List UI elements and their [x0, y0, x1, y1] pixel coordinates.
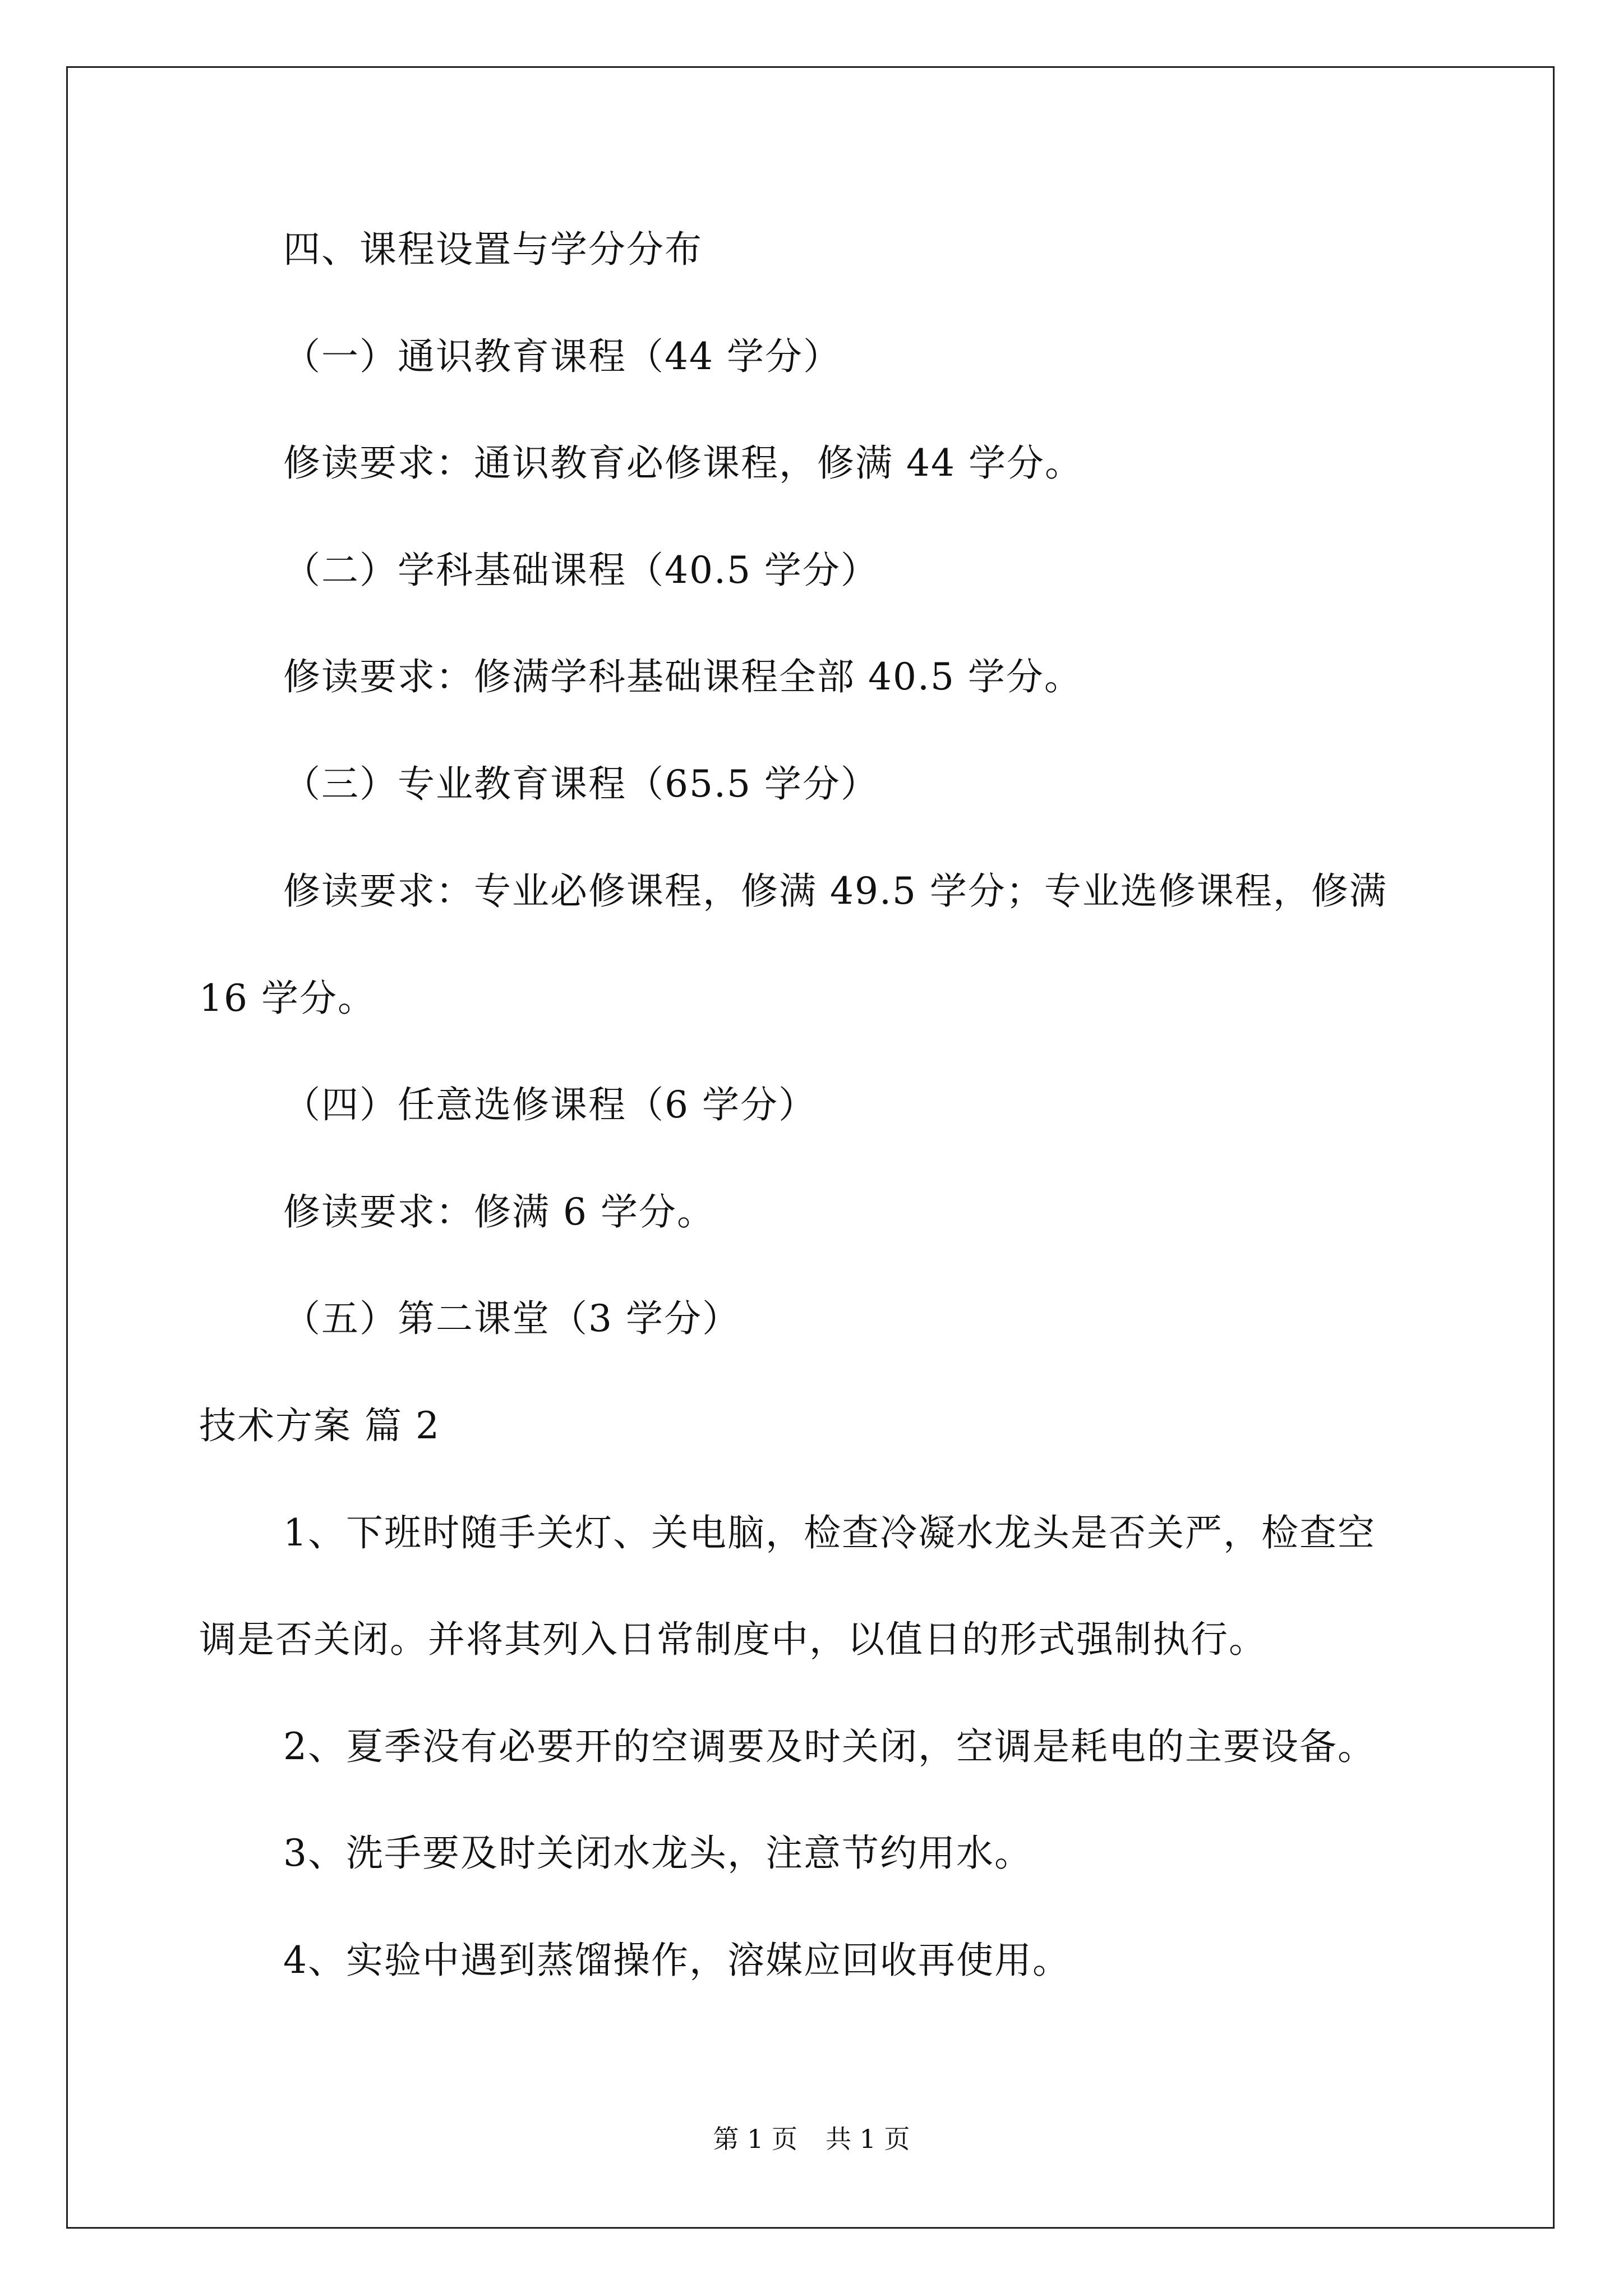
- article-title: 技术方案 篇 2: [199, 1404, 440, 1447]
- list-item-1-continued: 调是否关闭。并将其列入日常制度中，以值日的形式强制执行。: [199, 1618, 1267, 1661]
- subsection-heading-general-education: （一）通识教育课程（44 学分）: [283, 335, 841, 378]
- subsection-heading-elective: （四）任意选修课程（6 学分）: [283, 1083, 817, 1126]
- requirement-text-professional-education-continued: 16 学分。: [199, 977, 376, 1020]
- list-item-3: 3、洗手要及时关闭水龙头，注意节约用水。: [283, 1832, 1032, 1875]
- requirement-text-discipline-foundation: 修读要求：修满学科基础课程全部 40.5 学分。: [283, 655, 1082, 698]
- list-item-2: 2、夏季没有必要开的空调要及时关闭，空调是耗电的主要设备。: [283, 1725, 1376, 1768]
- requirement-text-professional-education: 修读要求：专业必修课程，修满 49.5 学分；专业选修课程，修满: [283, 869, 1387, 913]
- list-item-1: 1、下班时随手关灯、关电脑，检查冷凝水龙头是否关严，检查空: [283, 1511, 1376, 1554]
- section-heading: 四、课程设置与学分分布: [283, 228, 703, 271]
- page-number: 第 1 页: [713, 2124, 797, 2154]
- page-footer: [0, 2126, 1623, 2152]
- subsection-heading-discipline-foundation: （二）学科基础课程（40.5 学分）: [283, 549, 879, 592]
- page-total: 共 1 页: [826, 2124, 910, 2154]
- page-border: [66, 66, 1555, 2229]
- subsection-heading-second-classroom: （五）第二课堂（3 学分）: [283, 1297, 740, 1340]
- requirement-text-general-education: 修读要求：通识教育必修课程，修满 44 学分。: [283, 441, 1083, 485]
- requirement-text-elective: 修读要求：修满 6 学分。: [283, 1190, 715, 1234]
- subsection-heading-professional-education: （三）专业教育课程（65.5 学分）: [283, 762, 879, 806]
- list-item-4: 4、实验中遇到蒸馏操作，溶媒应回收再使用。: [283, 1939, 1071, 1982]
